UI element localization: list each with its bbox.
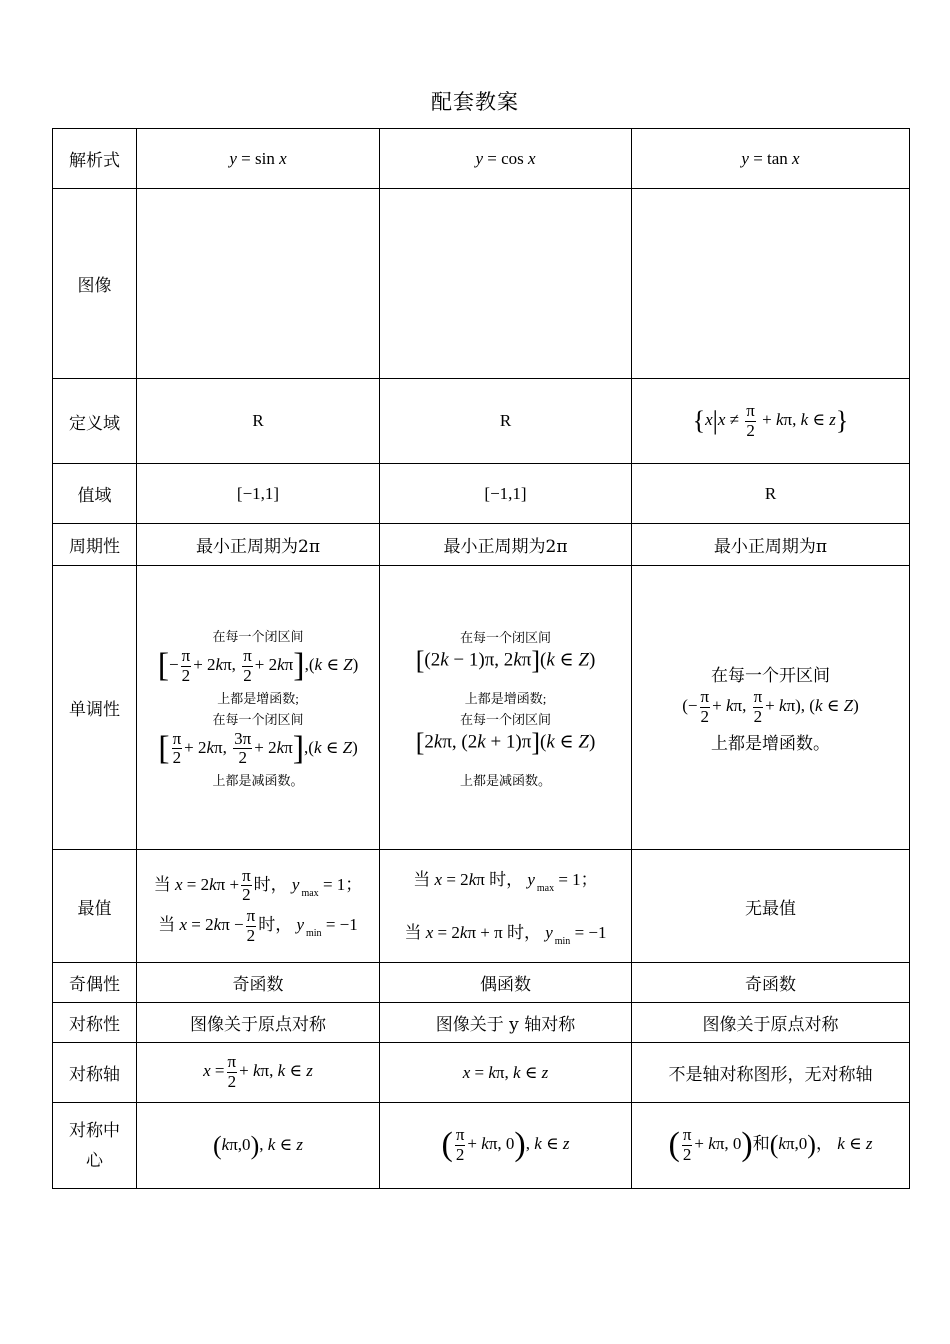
row-center <box>53 1103 910 1189</box>
sin-parity: 奇函数 <box>137 963 380 1003</box>
cos-symmetry: 图像关于 y 轴对称 <box>380 1003 632 1043</box>
cos-max: 当 x = 2kπ 时， y $_{max}$ = 1； <box>413 870 598 894</box>
label-extremum: 最值 <box>53 850 137 963</box>
label-axis: 对称轴 <box>53 1043 137 1103</box>
tan-mono-inc: 上都是增函数。 <box>711 733 830 753</box>
cos-mono-intro2: 在每一个闭区间 <box>459 711 551 727</box>
cos-parity: 偶函数 <box>380 963 632 1003</box>
label-graph: 图像 <box>53 189 137 379</box>
sin-axis: x = $\frac{\pi}{2}$ + kπ, k ∈ z <box>137 1043 380 1103</box>
sin-mono-intro1: 在每一个闭区间 <box>212 629 304 645</box>
cos-extremum <box>380 850 632 963</box>
tan-mono-intro: 在每一个开区间 <box>711 666 830 686</box>
sin-period: 最小正周期为2π <box>137 524 380 566</box>
cos-monotonic <box>380 566 632 850</box>
sin-max: 当 x = 2kπ + $\frac{\pi}{2}$ 时， y $_{max}$ = 1； <box>153 865 363 905</box>
sin-symmetry: 图像关于原点对称 <box>137 1003 380 1043</box>
tan-domain: {x|x ≠ $\frac{\pi}{2}$ + kπ, k ∈ z} <box>632 379 910 464</box>
tan-parity: 奇函数 <box>632 963 910 1003</box>
sin-formula: y = sin x <box>137 129 380 189</box>
cos-min: 当 x = 2kπ + π 时， y $_{min}$ = −1 <box>404 923 607 947</box>
cos-center: ( $\frac{\pi}{2}$ + kπ, 0), k ∈ z <box>380 1103 632 1189</box>
tan-extremum: 无最值 <box>632 850 910 963</box>
cos-range: [−1,1] <box>380 464 632 524</box>
row-formula <box>53 129 910 189</box>
tan-symmetry: 图像关于原点对称 <box>632 1003 910 1043</box>
cos-graph-cell <box>380 189 632 379</box>
trig-function-table <box>52 128 910 1189</box>
row-domain <box>53 379 910 464</box>
label-monotonic: 单调性 <box>53 566 137 850</box>
cos-inc-interval: [(2k − 1)π, 2kπ](k ∈ Z) <box>415 645 596 675</box>
row-period <box>53 524 910 566</box>
row-axis <box>53 1043 910 1103</box>
sin-mono-intro2: 在每一个闭区间 <box>212 711 304 727</box>
cos-mono-dec: 上都是减函数。 <box>459 772 551 788</box>
cos-mono-intro1: 在每一个闭区间 <box>459 629 551 645</box>
cos-domain: R <box>380 379 632 464</box>
sin-center: (kπ,0), k ∈ z <box>137 1103 380 1189</box>
sin-graph-cell <box>137 189 380 379</box>
sin-monotonic <box>137 566 380 850</box>
tan-inc-interval: (− $\frac{\pi}{2}$ + kπ, $\frac{\pi}{2}$ + kπ), (k ∈ Z) <box>682 687 859 726</box>
cos-dec-interval: [2kπ, (2k + 1)π](k ∈ Z) <box>415 727 596 757</box>
row-range <box>53 464 910 524</box>
tan-monotonic <box>632 566 910 850</box>
cos-mono-inc: 上都是增函数; <box>464 690 547 706</box>
row-extremum <box>53 850 910 963</box>
row-parity <box>53 963 910 1003</box>
tan-range: R <box>632 464 910 524</box>
tan-center: ( $\frac{\pi}{2}$ + kπ, 0)和(kπ,0)， k ∈ z <box>632 1103 910 1189</box>
sin-extremum <box>137 850 380 963</box>
cos-axis: x = kπ, k ∈ z <box>380 1043 632 1103</box>
sin-inc-interval: [− $\frac{\pi}{2}$ + 2kπ, $\frac{\pi}{2}$ + 2kπ],(k ∈ Z) <box>157 646 359 685</box>
sin-dec-interval: [ $\frac{\pi}{2}$ + 2kπ, $\frac{3\pi}{2}$ + 2kπ],(k ∈ Z) <box>158 728 358 768</box>
label-range: 值域 <box>53 464 137 524</box>
cos-formula: y = cos x <box>380 129 632 189</box>
tan-formula: y = tan x <box>632 129 910 189</box>
label-domain: 定义域 <box>53 379 137 464</box>
sin-mono-inc: 上都是增函数; <box>217 690 299 706</box>
page-title: 配套教案 <box>431 90 519 114</box>
row-graph <box>53 189 910 379</box>
label-center: 对称中 心 <box>53 1103 137 1189</box>
sin-min: 当 x = 2kπ − $\frac{\pi}{2}$ 时， y $_{min}$ = −1 <box>158 906 358 945</box>
cos-period: 最小正周期为2π <box>380 524 632 566</box>
tan-graph-cell <box>632 189 910 379</box>
label-period: 周期性 <box>53 524 137 566</box>
label-symmetry: 对称性 <box>53 1003 137 1043</box>
row-monotonic <box>53 566 910 850</box>
label-formula: 解析式 <box>53 129 137 189</box>
sin-domain: R <box>137 379 380 464</box>
label-parity: 奇偶性 <box>53 963 137 1003</box>
sin-range: [−1,1] <box>137 464 380 524</box>
tan-period: 最小正周期为π <box>632 524 910 566</box>
sin-mono-dec: 上都是减函数。 <box>212 772 304 788</box>
row-symmetry <box>53 1003 910 1043</box>
tan-axis: 不是轴对称图形，无对称轴 <box>632 1043 910 1103</box>
